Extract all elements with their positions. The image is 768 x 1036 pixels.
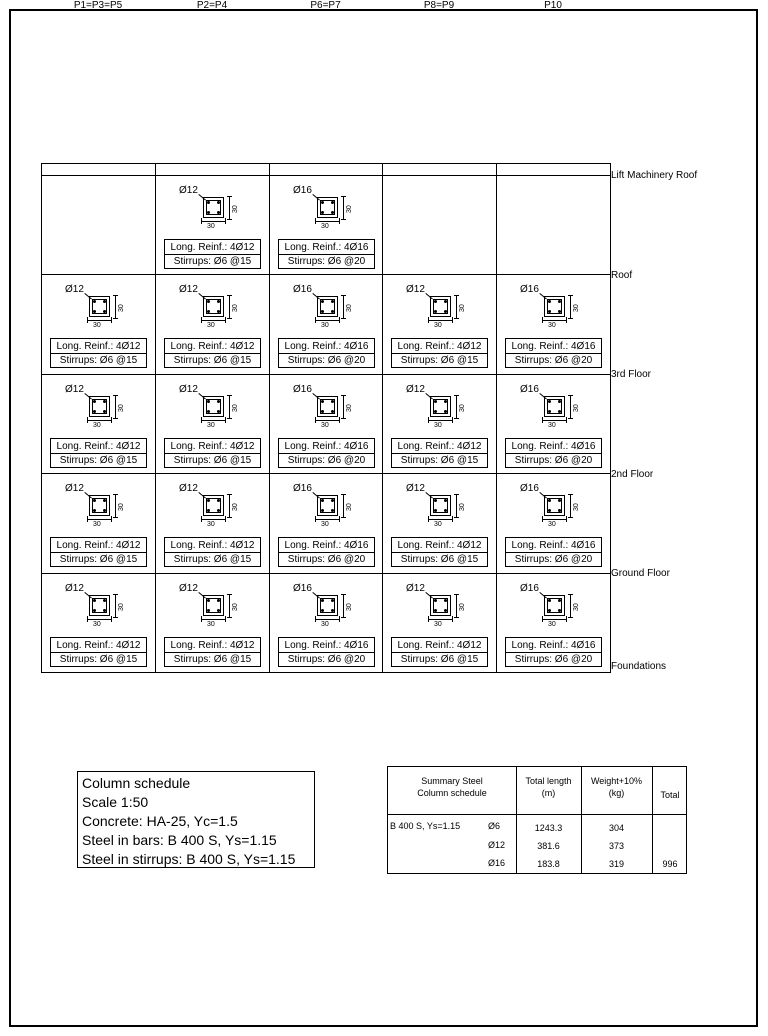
rebar-dot xyxy=(103,509,106,512)
rebar-dot xyxy=(217,211,220,214)
rebar-dot xyxy=(434,509,437,512)
stirrups-label: Stirrups: Ø6 @20 xyxy=(287,455,366,466)
reinforcement-box xyxy=(50,438,147,468)
section-width-dim: 30 xyxy=(434,322,442,329)
section-depth-dim: 30 xyxy=(346,603,353,611)
column-section-cell xyxy=(382,573,496,672)
section-width-dim: 30 xyxy=(548,521,556,528)
level-label-2nd-floor: 2nd Floor xyxy=(611,469,654,480)
long-reinf-label: Long. Reinf.: 4Ø12 xyxy=(392,339,487,354)
rebar-dot xyxy=(434,300,437,303)
rebar-dot xyxy=(331,201,334,204)
long-reinf-label: Long. Reinf.: 4Ø16 xyxy=(279,439,374,454)
stirrups-label: Stirrups: Ø6 @15 xyxy=(173,355,252,366)
reinforcement-box xyxy=(505,637,602,667)
rebar-dot xyxy=(207,609,210,612)
rebar-dot xyxy=(444,400,447,403)
section-width-dim: 30 xyxy=(548,621,556,628)
stirrups-label: Stirrups: Ø6 @20 xyxy=(514,654,593,665)
stirrups-label: Stirrups: Ø6 @15 xyxy=(400,654,479,665)
summary-head-1: Summary Steel xyxy=(421,776,483,786)
stirrups-label: Stirrups: Ø6 @15 xyxy=(400,355,479,366)
summary-weight-head-2: (kg) xyxy=(608,788,625,798)
rebar-dot xyxy=(434,410,437,413)
section-width-dim: 30 xyxy=(207,322,215,329)
bar-diameter-label: Ø16 xyxy=(293,384,312,395)
rebar-dot xyxy=(548,609,551,612)
rebar-dot xyxy=(444,509,447,512)
long-reinf-label: Long. Reinf.: 4Ø16 xyxy=(279,538,374,553)
rebar-dot xyxy=(548,509,551,512)
column-header-p10: P10 xyxy=(544,0,562,11)
summary-weight-1: 304 xyxy=(608,823,625,833)
rebar-dot xyxy=(434,400,437,403)
long-reinf-label: Long. Reinf.: 4Ø12 xyxy=(165,339,260,354)
summary-head-2: Column schedule xyxy=(417,788,487,798)
bar-diameter-label: Ø16 xyxy=(520,384,539,395)
level-label-roof: Roof xyxy=(611,270,633,281)
bar-diameter-label: Ø12 xyxy=(406,284,425,295)
rebar-dot xyxy=(321,201,324,204)
rebar-dot xyxy=(558,400,561,403)
rebar-dot xyxy=(103,410,106,413)
section-depth-dim: 30 xyxy=(118,603,125,611)
rebar-dot xyxy=(434,310,437,313)
column-section-cell xyxy=(41,473,155,572)
column-section-cell xyxy=(382,473,496,572)
section-width-dim: 30 xyxy=(207,422,215,429)
long-reinf-label: Long. Reinf.: 4Ø12 xyxy=(51,439,146,454)
notes-title: Column schedule xyxy=(82,775,191,791)
column-section-cell xyxy=(155,473,269,572)
rebar-dot xyxy=(93,499,96,502)
rebar-dot xyxy=(207,410,210,413)
stirrups-label: Stirrups: Ø6 @15 xyxy=(173,554,252,565)
rebar-dot xyxy=(444,499,447,502)
rebar-dot xyxy=(331,211,334,214)
bar-diameter-label: Ø12 xyxy=(179,583,198,594)
summary-length-head-2: (m) xyxy=(541,788,556,798)
bar-diameter-label: Ø12 xyxy=(179,284,198,295)
section-depth-dim: 30 xyxy=(459,404,466,412)
rebar-dot xyxy=(444,300,447,303)
reinforcement-box xyxy=(391,438,488,468)
rebar-dot xyxy=(558,609,561,612)
section-depth-dim: 30 xyxy=(118,404,125,412)
long-reinf-label: Long. Reinf.: 4Ø16 xyxy=(506,538,601,553)
level-label-3rd-floor: 3rd Floor xyxy=(611,369,652,380)
reinforcement-box xyxy=(164,637,261,667)
bar-diameter-label: Ø16 xyxy=(520,583,539,594)
section-depth-dim: 30 xyxy=(573,404,580,412)
section-depth-dim: 30 xyxy=(346,304,353,312)
rebar-dot xyxy=(331,400,334,403)
rebar-dot xyxy=(207,499,210,502)
rebar-dot xyxy=(217,499,220,502)
section-width-dim: 30 xyxy=(207,223,215,230)
reinforcement-box xyxy=(391,338,488,368)
long-reinf-label: Long. Reinf.: 4Ø16 xyxy=(506,638,601,653)
section-depth-dim: 30 xyxy=(573,503,580,511)
reinforcement-box xyxy=(505,338,602,368)
long-reinf-label: Long. Reinf.: 4Ø16 xyxy=(506,439,601,454)
section-width-dim: 30 xyxy=(321,521,329,528)
summary-total: 996 xyxy=(662,859,678,869)
rebar-dot xyxy=(103,599,106,602)
summary-dia-2: Ø12 xyxy=(488,840,506,850)
rebar-dot xyxy=(331,599,334,602)
rebar-dot xyxy=(207,400,210,403)
column-section-cell xyxy=(496,374,610,473)
section-width-dim: 30 xyxy=(93,621,101,628)
rebar-dot xyxy=(217,400,220,403)
stirrups-label: Stirrups: Ø6 @20 xyxy=(514,355,593,366)
rebar-dot xyxy=(103,310,106,313)
rebar-dot xyxy=(558,499,561,502)
reinforcement-box xyxy=(164,537,261,567)
stirrups-label: Stirrups: Ø6 @20 xyxy=(287,554,366,565)
rebar-dot xyxy=(217,310,220,313)
section-width-dim: 30 xyxy=(321,422,329,429)
reinforcement-box xyxy=(391,637,488,667)
bar-diameter-label: Ø12 xyxy=(179,483,198,494)
stirrups-label: Stirrups: Ø6 @15 xyxy=(59,554,138,565)
rebar-dot xyxy=(444,310,447,313)
long-reinf-label: Long. Reinf.: 4Ø16 xyxy=(279,240,374,255)
reinforcement-box xyxy=(278,637,375,667)
rebar-dot xyxy=(331,300,334,303)
rebar-dot xyxy=(207,201,210,204)
rebar-dot xyxy=(103,400,106,403)
column-section-cell xyxy=(155,274,269,373)
summary-length-head-1: Total length xyxy=(525,776,572,786)
bar-diameter-label: Ø12 xyxy=(65,583,84,594)
rebar-dot xyxy=(321,211,324,214)
section-width-dim: 30 xyxy=(321,621,329,628)
section-depth-dim: 30 xyxy=(459,304,466,312)
bar-diameter-label: Ø16 xyxy=(293,483,312,494)
stirrups-label: Stirrups: Ø6 @15 xyxy=(59,355,138,366)
reinforcement-box xyxy=(50,637,147,667)
section-depth-dim: 30 xyxy=(232,304,239,312)
reinforcement-box xyxy=(278,537,375,567)
long-reinf-label: Long. Reinf.: 4Ø12 xyxy=(51,638,146,653)
column-header-p6: P6=P7 xyxy=(310,0,341,11)
long-reinf-label: Long. Reinf.: 4Ø12 xyxy=(392,638,487,653)
rebar-dot xyxy=(331,509,334,512)
rebar-dot xyxy=(93,300,96,303)
rebar-dot xyxy=(548,310,551,313)
rebar-dot xyxy=(217,201,220,204)
stirrups-label: Stirrups: Ø6 @20 xyxy=(287,654,366,665)
summary-length-2: 381.6 xyxy=(537,841,560,851)
rebar-dot xyxy=(93,509,96,512)
section-width-dim: 30 xyxy=(207,621,215,628)
summary-steel-grade: B 400 S, Ys=1.15 xyxy=(390,821,461,831)
rebar-dot xyxy=(321,509,324,512)
column-section-cell xyxy=(155,374,269,473)
rebar-dot xyxy=(93,609,96,612)
section-depth-dim: 30 xyxy=(232,603,239,611)
section-depth-dim: 30 xyxy=(459,503,466,511)
summary-weight-head-1: Weight+10% xyxy=(590,776,643,786)
long-reinf-label: Long. Reinf.: 4Ø12 xyxy=(392,439,487,454)
rebar-dot xyxy=(93,599,96,602)
notes-stirrups: Steel in stirrups: B 400 S, Ys=1.15 xyxy=(82,851,296,867)
rebar-dot xyxy=(321,400,324,403)
rebar-dot xyxy=(103,609,106,612)
rebar-dot xyxy=(548,400,551,403)
summary-length-3: 183.8 xyxy=(537,859,560,869)
reinforcement-box xyxy=(278,338,375,368)
column-section-cell xyxy=(496,573,610,672)
rebar-dot xyxy=(321,300,324,303)
reinforcement-box xyxy=(164,239,261,269)
long-reinf-label: Long. Reinf.: 4Ø12 xyxy=(165,439,260,454)
long-reinf-label: Long. Reinf.: 4Ø12 xyxy=(165,638,260,653)
reinforcement-box xyxy=(278,438,375,468)
rebar-dot xyxy=(331,499,334,502)
rebar-dot xyxy=(321,609,324,612)
section-depth-dim: 30 xyxy=(346,503,353,511)
column-header-p8: P8=P9 xyxy=(423,0,455,11)
long-reinf-label: Long. Reinf.: 4Ø12 xyxy=(51,339,146,354)
stirrups-label: Stirrups: Ø6 @15 xyxy=(173,256,252,267)
rebar-dot xyxy=(548,499,551,502)
bar-diameter-label: Ø12 xyxy=(65,284,84,295)
reinforcement-box xyxy=(505,438,602,468)
reinforcement-box xyxy=(505,537,602,567)
notes-concrete: Concrete: HA-25, Yc=1.5 xyxy=(82,813,238,829)
column-section-cell xyxy=(269,573,383,672)
reinforcement-box xyxy=(391,537,488,567)
rebar-dot xyxy=(558,410,561,413)
stirrups-label: Stirrups: Ø6 @20 xyxy=(514,554,593,565)
section-depth-dim: 30 xyxy=(232,205,239,213)
summary-weight-2: 373 xyxy=(608,841,625,851)
rebar-dot xyxy=(444,609,447,612)
rebar-dot xyxy=(93,310,96,313)
column-section-cell xyxy=(496,274,610,373)
bar-diameter-label: Ø16 xyxy=(293,185,312,196)
bar-diameter-label: Ø12 xyxy=(406,483,425,494)
stirrups-label: Stirrups: Ø6 @15 xyxy=(400,455,479,466)
rebar-dot xyxy=(444,410,447,413)
rebar-dot xyxy=(548,410,551,413)
rebar-dot xyxy=(321,599,324,602)
rebar-dot xyxy=(207,300,210,303)
section-width-dim: 30 xyxy=(93,422,101,429)
section-width-dim: 30 xyxy=(434,521,442,528)
bar-diameter-label: Ø12 xyxy=(179,384,198,395)
stirrups-label: Stirrups: Ø6 @20 xyxy=(514,455,593,466)
rebar-dot xyxy=(444,599,447,602)
column-header-p1: P1=P3=P5 xyxy=(73,0,123,11)
column-section-cell xyxy=(155,573,269,672)
rebar-dot xyxy=(207,509,210,512)
summary-total-head: Total xyxy=(660,790,680,800)
rebar-dot xyxy=(207,599,210,602)
summary-steel-table xyxy=(387,766,687,874)
rebar-dot xyxy=(331,609,334,612)
section-depth-dim: 30 xyxy=(346,404,353,412)
stirrups-label: Stirrups: Ø6 @15 xyxy=(400,554,479,565)
column-section-cell xyxy=(382,274,496,373)
long-reinf-label: Long. Reinf.: 4Ø12 xyxy=(165,538,260,553)
summary-length-1: 1243.3 xyxy=(534,823,563,833)
stirrups-label: Stirrups: Ø6 @15 xyxy=(59,654,138,665)
section-depth-dim: 30 xyxy=(573,603,580,611)
section-width-dim: 30 xyxy=(548,322,556,329)
reinforcement-box xyxy=(164,338,261,368)
section-depth-dim: 30 xyxy=(118,503,125,511)
column-section-cell xyxy=(382,374,496,473)
section-width-dim: 30 xyxy=(207,521,215,528)
rebar-dot xyxy=(331,310,334,313)
section-width-dim: 30 xyxy=(321,223,329,230)
long-reinf-label: Long. Reinf.: 4Ø12 xyxy=(165,240,260,255)
long-reinf-label: Long. Reinf.: 4Ø12 xyxy=(392,538,487,553)
section-depth-dim: 30 xyxy=(232,404,239,412)
reinforcement-box xyxy=(278,239,375,269)
rebar-dot xyxy=(548,599,551,602)
long-reinf-label: Long. Reinf.: 4Ø16 xyxy=(506,339,601,354)
section-width-dim: 30 xyxy=(93,322,101,329)
stirrups-label: Stirrups: Ø6 @20 xyxy=(287,256,366,267)
rebar-dot xyxy=(217,300,220,303)
column-section-cell xyxy=(155,175,269,274)
rebar-dot xyxy=(321,410,324,413)
section-width-dim: 30 xyxy=(434,621,442,628)
section-depth-dim: 30 xyxy=(459,603,466,611)
level-label-lift-roof: Lift Machinery Roof xyxy=(611,170,698,181)
section-width-dim: 30 xyxy=(321,322,329,329)
column-section-cell xyxy=(269,274,383,373)
schedule-notes xyxy=(77,771,315,868)
section-depth-dim: 30 xyxy=(573,304,580,312)
stirrups-label: Stirrups: Ø6 @15 xyxy=(173,654,252,665)
rebar-dot xyxy=(207,310,210,313)
bar-diameter-label: Ø12 xyxy=(406,384,425,395)
summary-weight-3: 319 xyxy=(608,859,625,869)
notes-scale: Scale 1:50 xyxy=(82,794,149,810)
column-section-cell xyxy=(496,473,610,572)
column-section-cell xyxy=(269,374,383,473)
stirrups-label: Stirrups: Ø6 @15 xyxy=(59,455,138,466)
long-reinf-label: Long. Reinf.: 4Ø16 xyxy=(279,339,374,354)
rebar-dot xyxy=(321,310,324,313)
section-width-dim: 30 xyxy=(434,422,442,429)
rebar-dot xyxy=(103,499,106,502)
rebar-dot xyxy=(103,300,106,303)
rebar-dot xyxy=(331,410,334,413)
stirrups-label: Stirrups: Ø6 @20 xyxy=(287,355,366,366)
bar-diameter-label: Ø16 xyxy=(293,284,312,295)
level-label-foundations: Foundations xyxy=(611,661,667,672)
rebar-dot xyxy=(217,410,220,413)
long-reinf-label: Long. Reinf.: 4Ø12 xyxy=(51,538,146,553)
reinforcement-box xyxy=(164,438,261,468)
section-width-dim: 30 xyxy=(548,422,556,429)
bar-diameter-label: Ø12 xyxy=(65,483,84,494)
bar-diameter-label: Ø12 xyxy=(65,384,84,395)
rebar-dot xyxy=(558,310,561,313)
long-reinf-label: Long. Reinf.: 4Ø16 xyxy=(279,638,374,653)
bar-diameter-label: Ø12 xyxy=(179,185,198,196)
rebar-dot xyxy=(558,599,561,602)
section-depth-dim: 30 xyxy=(118,304,125,312)
summary-dia-1: Ø6 xyxy=(488,821,501,831)
level-label-ground-floor: Ground Floor xyxy=(611,568,670,579)
rebar-dot xyxy=(207,211,210,214)
stirrups-label: Stirrups: Ø6 @15 xyxy=(173,455,252,466)
column-section-cell xyxy=(41,374,155,473)
bar-diameter-label: Ø16 xyxy=(520,284,539,295)
rebar-dot xyxy=(558,300,561,303)
rebar-dot xyxy=(217,509,220,512)
rebar-dot xyxy=(434,599,437,602)
column-header-p2: P2=P4 xyxy=(196,0,228,11)
reinforcement-box xyxy=(50,537,147,567)
column-section-cell xyxy=(269,473,383,572)
rebar-dot xyxy=(321,499,324,502)
rebar-dot xyxy=(434,609,437,612)
summary-dia-3: Ø16 xyxy=(488,858,506,868)
section-depth-dim: 30 xyxy=(232,503,239,511)
section-width-dim: 30 xyxy=(93,521,101,528)
rebar-dot xyxy=(548,300,551,303)
bar-diameter-label: Ø16 xyxy=(520,483,539,494)
notes-bars: Steel in bars: B 400 S, Ys=1.15 xyxy=(82,832,277,848)
column-section-cell xyxy=(269,175,383,274)
bar-diameter-label: Ø12 xyxy=(406,583,425,594)
rebar-dot xyxy=(93,400,96,403)
rebar-dot xyxy=(558,509,561,512)
rebar-dot xyxy=(217,599,220,602)
column-section-cell xyxy=(41,274,155,373)
reinforcement-box xyxy=(50,338,147,368)
rebar-dot xyxy=(434,499,437,502)
section-depth-dim: 30 xyxy=(346,205,353,213)
rebar-dot xyxy=(217,609,220,612)
rebar-dot xyxy=(93,410,96,413)
column-section-cell xyxy=(41,573,155,672)
bar-diameter-label: Ø16 xyxy=(293,583,312,594)
